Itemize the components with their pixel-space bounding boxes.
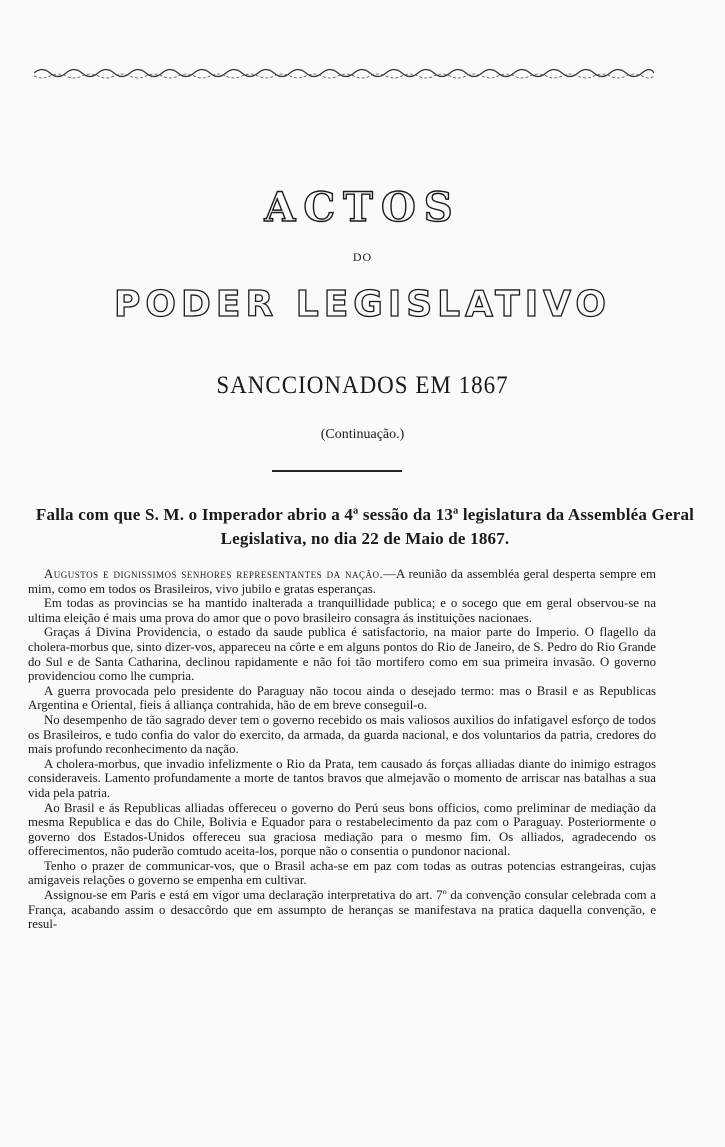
divider-rule: [272, 470, 402, 472]
title-poder-legislativo: PODER LEGISLATIVO: [114, 284, 611, 325]
title-actos: ACTOS: [264, 184, 461, 231]
paragraph: No desempenho de tão sagrado dever tem o governo recebido os mais valiosos auxilios do infatigavel esforço de todos os Brasileiros, e tudo confia do valor do exercito, da armada, da guarda nacional, e dos voluntarios da patria, credores do mais profundo reconhecimento da nação.: [28, 712, 656, 757]
paragraph: Graças á Divina Providencia, o estado da saude publica é satisfactorio, na maior parte do Imperio. O flagello da cholera-morbus que, sinto dizer-vos, appareceu na côrte e em alguns pontos do Rio de Janeiro, de S. Pedro do Rio Grande do Sul e de Santa Catharina, declinou rapidamente e não foi tão mortifero como em sua primeira invasão. O governo providenciou como lhe cumpria.: [28, 625, 656, 684]
paragraph: A guerra provocada pelo presidente do Paraguay não tocou ainda o desejado termo: mas o Brasil e as Republicas Argentina e Oriental, fieis á alliança contrahida, hão de em breve conseguil-o.: [28, 683, 656, 713]
paragraph-text: —A reunião da assembléa geral desperta sempre em mim, como em todos os Brasileiros, vivo jubilo e gratas esperanças.: [28, 567, 656, 596]
salutation: Augustos e dignissimos senhores representantes da nação.: [44, 567, 384, 581]
ornamental-border: [34, 64, 654, 82]
title-connector: DO: [352, 250, 373, 264]
paragraph: [28, 567, 656, 596]
paragraph: Ao Brasil e ás Republicas alliadas offereceu o governo do Perú seus bons officios, como preliminar de mediação da mesma Republica e das do Chile, Bolivia e Equador para o restabelecimento da paz com o Paraguay. Posteriormente o governo dos Estados-Unidos offereceu sua graciosa mediação para o mesmo fim. Os alliados, agradecendo os offerecimentos, não puderão comtudo aceita-los, porque não o consentia o pundonor nacional.: [28, 800, 656, 859]
paragraph: Assignou-se em Paris e está em vigor uma declaração interpretativa do art. 7º da convenção consular celebrada com a França, acabando assim o desaccôrdo que em assumpto de heranças se manifestava na pratica daquella convenção, e resul-: [28, 888, 656, 932]
document-body: [28, 567, 656, 932]
continuation-note: (Continuação.): [320, 427, 405, 442]
sanctioned-year-line: SANCCIONADOS EM 1867: [216, 370, 509, 399]
section-heading: Falla com que S. M. o Imperador abrio a 4ª sessão da 13ª legislatura da Assembléa Geral Legislativa, no dia 22 de Maio de 1867.: [35, 505, 695, 548]
paragraph: Em todas as provincias se ha mantido inalterada a tranquillidade publica; e o socego que em geral observou-se na ultima eleição é mais uma prova do amor que o povo brasileiro consagra ás instituições nacionaes.: [28, 596, 656, 625]
paragraph: A cholera-morbus, que invadio infelizmente o Rio da Prata, tem causado ás forças alliadas diante do inimigo estragos consideraveis. Lamento profundamente a morte de tantos bravos que almejavão o momento de arriscar nas batalhas a sua vida pela patria.: [28, 756, 656, 800]
paragraph: Tenho o prazer de communicar-vos, que o Brasil acha-se em paz com todas as outras potencias estrangeiras, cujas amigaveis relações o governo se empenha em cultivar.: [28, 858, 656, 888]
